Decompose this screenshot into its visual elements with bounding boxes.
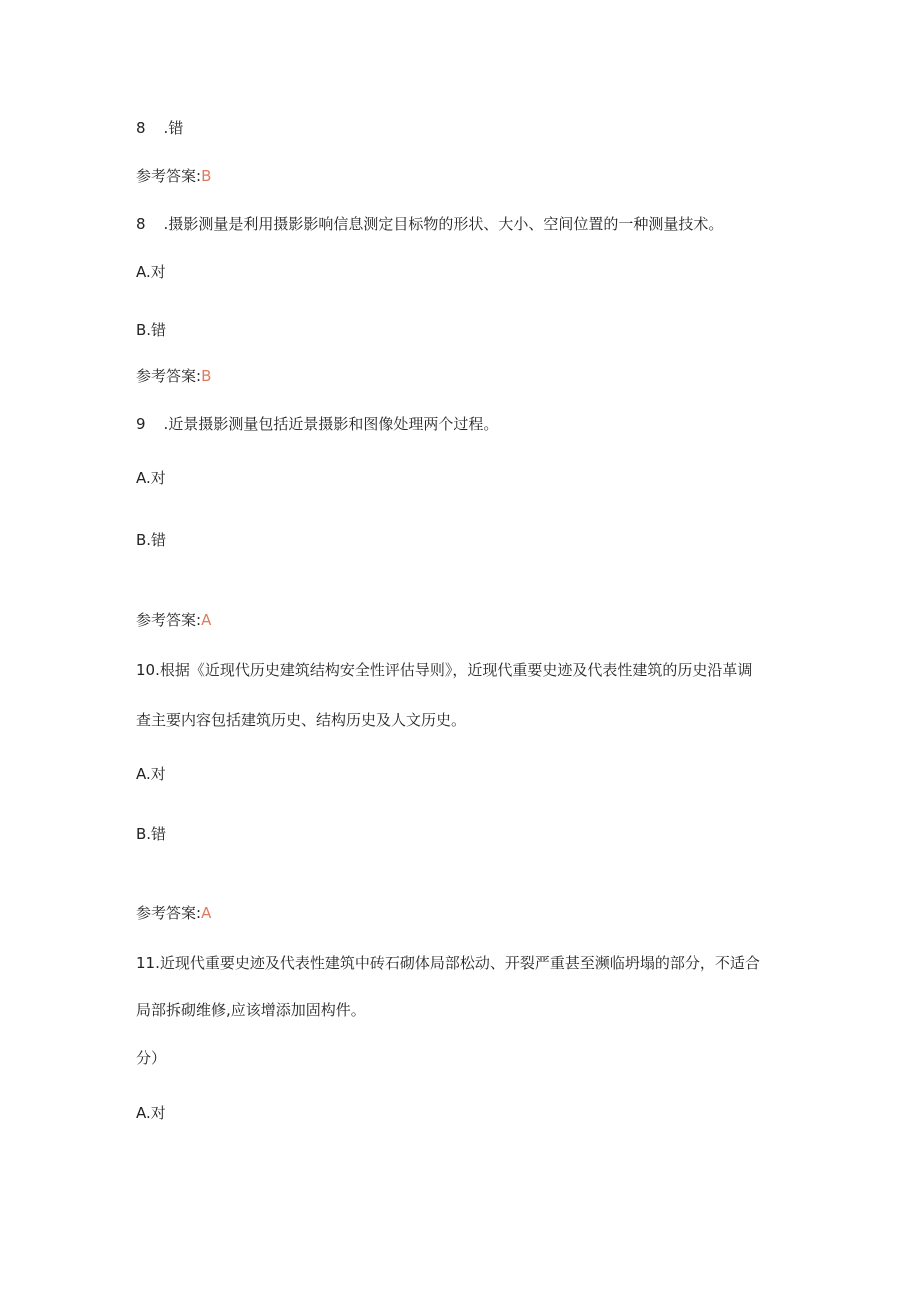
question-9 — [136, 414, 498, 434]
option-b: B.错 — [136, 825, 167, 843]
question-text: .摄影测量是利用摄影影响信息测定目标物的形状、大小、空间位置的一种测量技术。 — [163, 215, 724, 233]
question-11-line-2: 局部拆砌维修,应该增添加固构件。 — [136, 1001, 366, 1019]
option-a: A.对 — [136, 765, 166, 783]
answer-line — [136, 903, 211, 923]
answer-value: A — [201, 904, 212, 922]
option-line — [136, 118, 183, 138]
option-b: B.错 — [136, 321, 167, 339]
answer-label: 参考答案: — [136, 611, 202, 629]
option-a: A.对 — [136, 1104, 166, 1122]
answer-label: 参考答案: — [136, 904, 202, 922]
question-11-line-3: 分） — [136, 1049, 167, 1067]
option-b: B.错 — [136, 531, 167, 549]
option-a: A.对 — [136, 263, 166, 281]
question-number: 9 — [136, 415, 146, 433]
answer-value: B — [201, 167, 212, 185]
answer-line — [136, 166, 211, 186]
question-11-line-1: 11.近现代重要史迹及代表性建筑中砖石砌体局部松动、开裂严重甚至濒临坍塌的部分，不适合 — [136, 954, 760, 972]
question-number: 8 — [136, 119, 146, 137]
option-text: .错 — [163, 119, 184, 137]
question-number: 8 — [136, 215, 146, 233]
answer-label: 参考答案: — [136, 167, 202, 185]
answer-line — [136, 610, 211, 630]
answer-label: 参考答案: — [136, 367, 202, 385]
question-10-line-1: 10.根据《近现代历史建筑结构安全性评估导则》，近现代重要史迹及代表性建筑的历史沿革调 — [136, 661, 753, 679]
answer-line — [136, 366, 211, 386]
answer-value: A — [201, 611, 212, 629]
option-a: A.对 — [136, 469, 166, 487]
answer-value: B — [201, 367, 212, 385]
question-8 — [136, 214, 723, 234]
question-text: .近景摄影测量包括近景摄影和图像处理两个过程。 — [163, 415, 499, 433]
question-10-line-2: 查主要内容包括建筑历史、结构历史及人文历史。 — [136, 711, 467, 729]
